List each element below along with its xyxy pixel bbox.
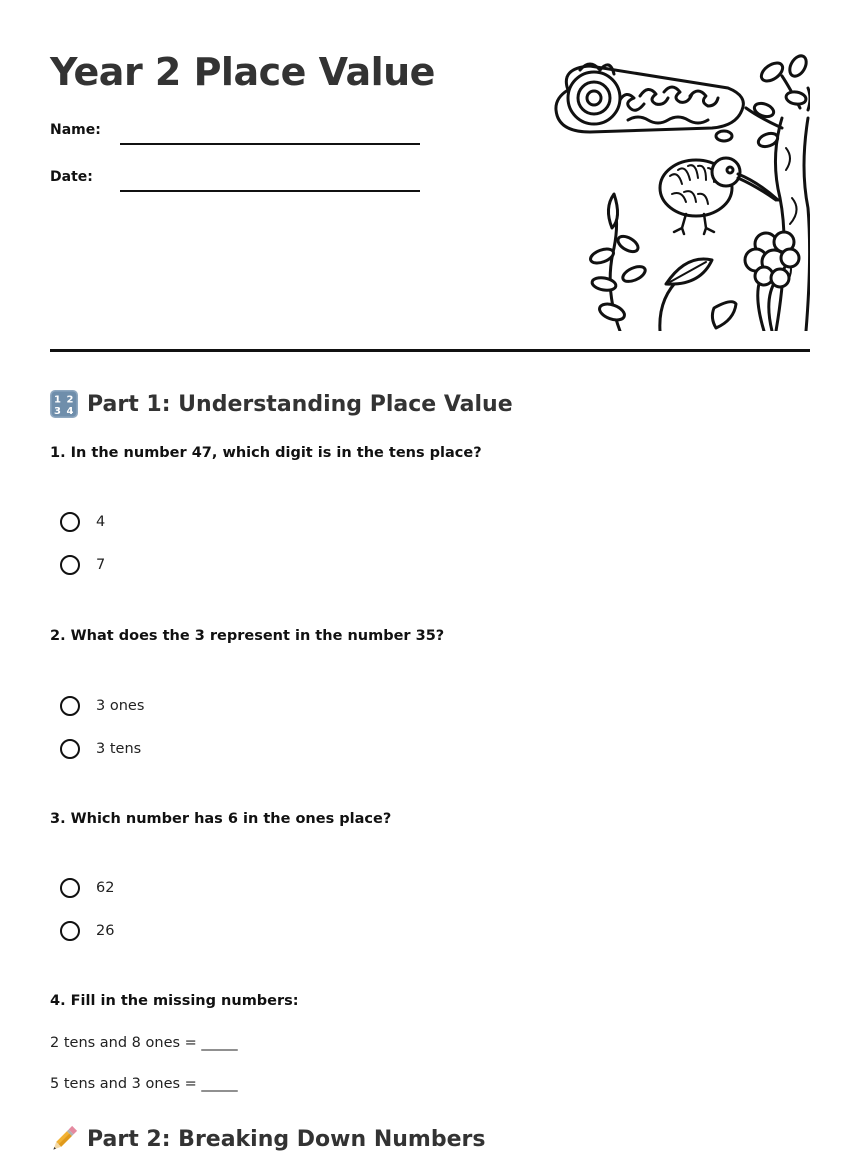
date-line bbox=[120, 190, 420, 192]
question-1-option-2[interactable] bbox=[60, 553, 105, 577]
question-2-option-1[interactable] bbox=[60, 694, 144, 718]
part2-heading-text: Part 2: Breaking Down Numbers bbox=[87, 1126, 486, 1152]
option-label: 62 bbox=[96, 880, 115, 896]
worksheet-page bbox=[50, 0, 810, 1161]
svg-text:2: 2 bbox=[66, 394, 74, 406]
question-2: 2. What does the 3 represent in the number 35? bbox=[50, 628, 445, 644]
question-1-option-1[interactable] bbox=[60, 510, 105, 534]
name-line bbox=[120, 143, 420, 145]
option-label: 4 bbox=[96, 514, 106, 530]
question-1: 1. In the number 47, which digit is in the tens place? bbox=[50, 445, 482, 461]
svg-text:3: 3 bbox=[54, 406, 61, 417]
part2-heading bbox=[50, 1125, 485, 1153]
radio-button[interactable] bbox=[60, 878, 80, 898]
question-3-option-2[interactable] bbox=[60, 919, 114, 943]
radio-button[interactable] bbox=[60, 512, 80, 532]
svg-text:4: 4 bbox=[66, 406, 74, 417]
header-divider bbox=[50, 349, 810, 352]
fill-in-item-2: 5 tens and 3 ones = _____ bbox=[50, 1076, 238, 1092]
option-label: 7 bbox=[96, 557, 106, 573]
radio-button[interactable] bbox=[60, 921, 80, 941]
pencil-icon bbox=[50, 1125, 78, 1153]
part1-heading-text: Part 1: Understanding Place Value bbox=[87, 391, 513, 417]
worksheet-title: Year 2 Place Value bbox=[50, 50, 435, 94]
option-label: 26 bbox=[96, 923, 115, 939]
radio-button[interactable] bbox=[60, 739, 80, 759]
input-numbers-icon bbox=[50, 390, 78, 418]
question-3: 3. Which number has 6 in the ones place? bbox=[50, 811, 392, 827]
question-2-option-2[interactable] bbox=[60, 737, 141, 761]
option-label: 3 ones bbox=[96, 698, 145, 714]
fill-in-item-1: 2 tens and 8 ones = _____ bbox=[50, 1035, 238, 1051]
radio-button[interactable] bbox=[60, 696, 80, 716]
svg-text:1: 1 bbox=[54, 394, 61, 406]
date-label: Date: bbox=[50, 169, 93, 185]
kiwi-bird-botanical-illustration bbox=[550, 48, 810, 331]
question-4: 4. Fill in the missing numbers: bbox=[50, 993, 299, 1009]
name-label: Name: bbox=[50, 122, 101, 138]
question-3-option-1[interactable] bbox=[60, 876, 114, 900]
option-label: 3 tens bbox=[96, 741, 142, 757]
part1-heading bbox=[50, 390, 513, 418]
radio-button[interactable] bbox=[60, 555, 80, 575]
